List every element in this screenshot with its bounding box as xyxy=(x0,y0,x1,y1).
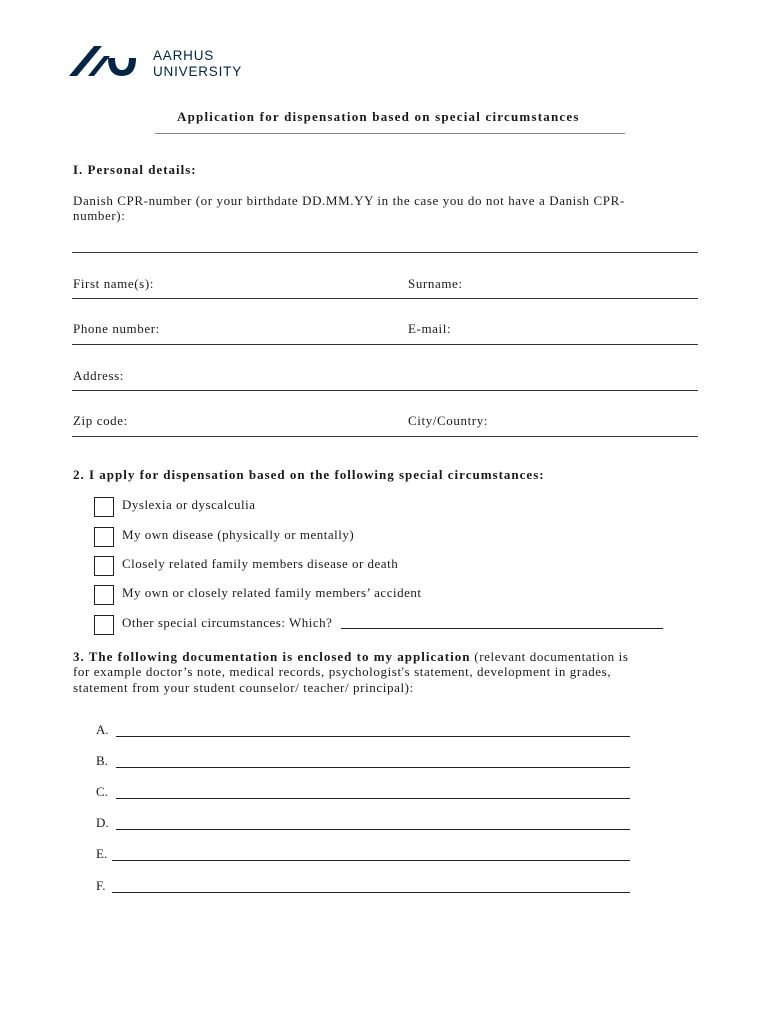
address-row[interactable] xyxy=(72,344,698,391)
option-label: My own disease (physically or mentally) xyxy=(122,527,355,542)
cpr-label-line2: number): xyxy=(73,208,126,223)
option-label: Other special circumstances: Which? xyxy=(122,615,333,630)
document-input-line[interactable] xyxy=(116,767,630,768)
document-item-c[interactable] xyxy=(96,784,630,800)
address-label: Address: xyxy=(73,368,125,383)
document-item-d[interactable] xyxy=(96,815,630,831)
section3-heading-bold: 3. The following documentation is enclosed to my application xyxy=(73,649,471,664)
item-letter: E. xyxy=(96,846,108,861)
other-circumstances-input-line[interactable] xyxy=(341,628,663,629)
checkbox[interactable] xyxy=(94,556,114,576)
zip-label: Zip code: xyxy=(73,413,128,428)
phone-label: Phone number: xyxy=(73,321,160,336)
title-underline xyxy=(155,133,625,134)
item-letter: F. xyxy=(96,878,106,893)
document-input-line[interactable] xyxy=(116,736,630,737)
cpr-label-line1: Danish CPR-number (or your birthdate DD.MM.YY in the case you do not have a Danish CPR- xyxy=(73,193,625,208)
university-name-line1: AARHUS xyxy=(153,48,215,63)
city-label: City/Country: xyxy=(408,413,489,428)
checkbox[interactable] xyxy=(94,615,114,635)
section2-heading: 2. I apply for dispensation based on the following special circumstances: xyxy=(73,467,545,482)
checkbox[interactable] xyxy=(94,585,114,605)
item-letter: D. xyxy=(96,815,109,830)
document-input-line[interactable] xyxy=(112,892,630,893)
contact-row[interactable] xyxy=(72,298,698,345)
checkbox[interactable] xyxy=(94,527,114,547)
option-label: Closely related family members disease or death xyxy=(122,556,399,571)
form-title: Application for dispensation based on special circumstances xyxy=(177,109,580,124)
section3-line2: for example doctor’s note, medical records, psychologist's statement, development in grades, xyxy=(73,664,612,679)
item-letter: C. xyxy=(96,784,108,799)
first-name-label: First name(s): xyxy=(73,276,154,291)
name-row[interactable] xyxy=(72,252,698,299)
university-logo xyxy=(66,42,246,82)
checkbox[interactable] xyxy=(94,497,114,517)
cpr-field[interactable] xyxy=(72,206,698,253)
option-label: My own or closely related family members’ accident xyxy=(122,585,422,600)
option-label: Dyslexia or dyscalculia xyxy=(122,497,256,512)
document-input-line[interactable] xyxy=(112,860,630,861)
surname-label: Surname: xyxy=(408,276,463,291)
document-item-a[interactable] xyxy=(96,722,630,738)
document-item-f[interactable] xyxy=(96,878,630,894)
section3-heading xyxy=(73,649,629,665)
section1-heading: I. Personal details: xyxy=(73,162,197,177)
item-letter: B. xyxy=(96,753,108,768)
item-letter: A. xyxy=(96,722,109,737)
aarhus-seal-icon xyxy=(66,42,144,80)
zip-city-row[interactable] xyxy=(72,390,698,437)
university-name-line2: UNIVERSITY xyxy=(153,64,243,79)
email-label: E-mail: xyxy=(408,321,452,336)
section3-line3: statement from your student counselor/ teacher/ principal): xyxy=(73,680,414,695)
document-item-e[interactable] xyxy=(96,846,630,862)
document-input-line[interactable] xyxy=(116,829,630,830)
document-input-line[interactable] xyxy=(116,798,630,799)
section3-heading-rest: (relevant documentation is xyxy=(470,649,629,664)
document-item-b[interactable] xyxy=(96,753,630,769)
